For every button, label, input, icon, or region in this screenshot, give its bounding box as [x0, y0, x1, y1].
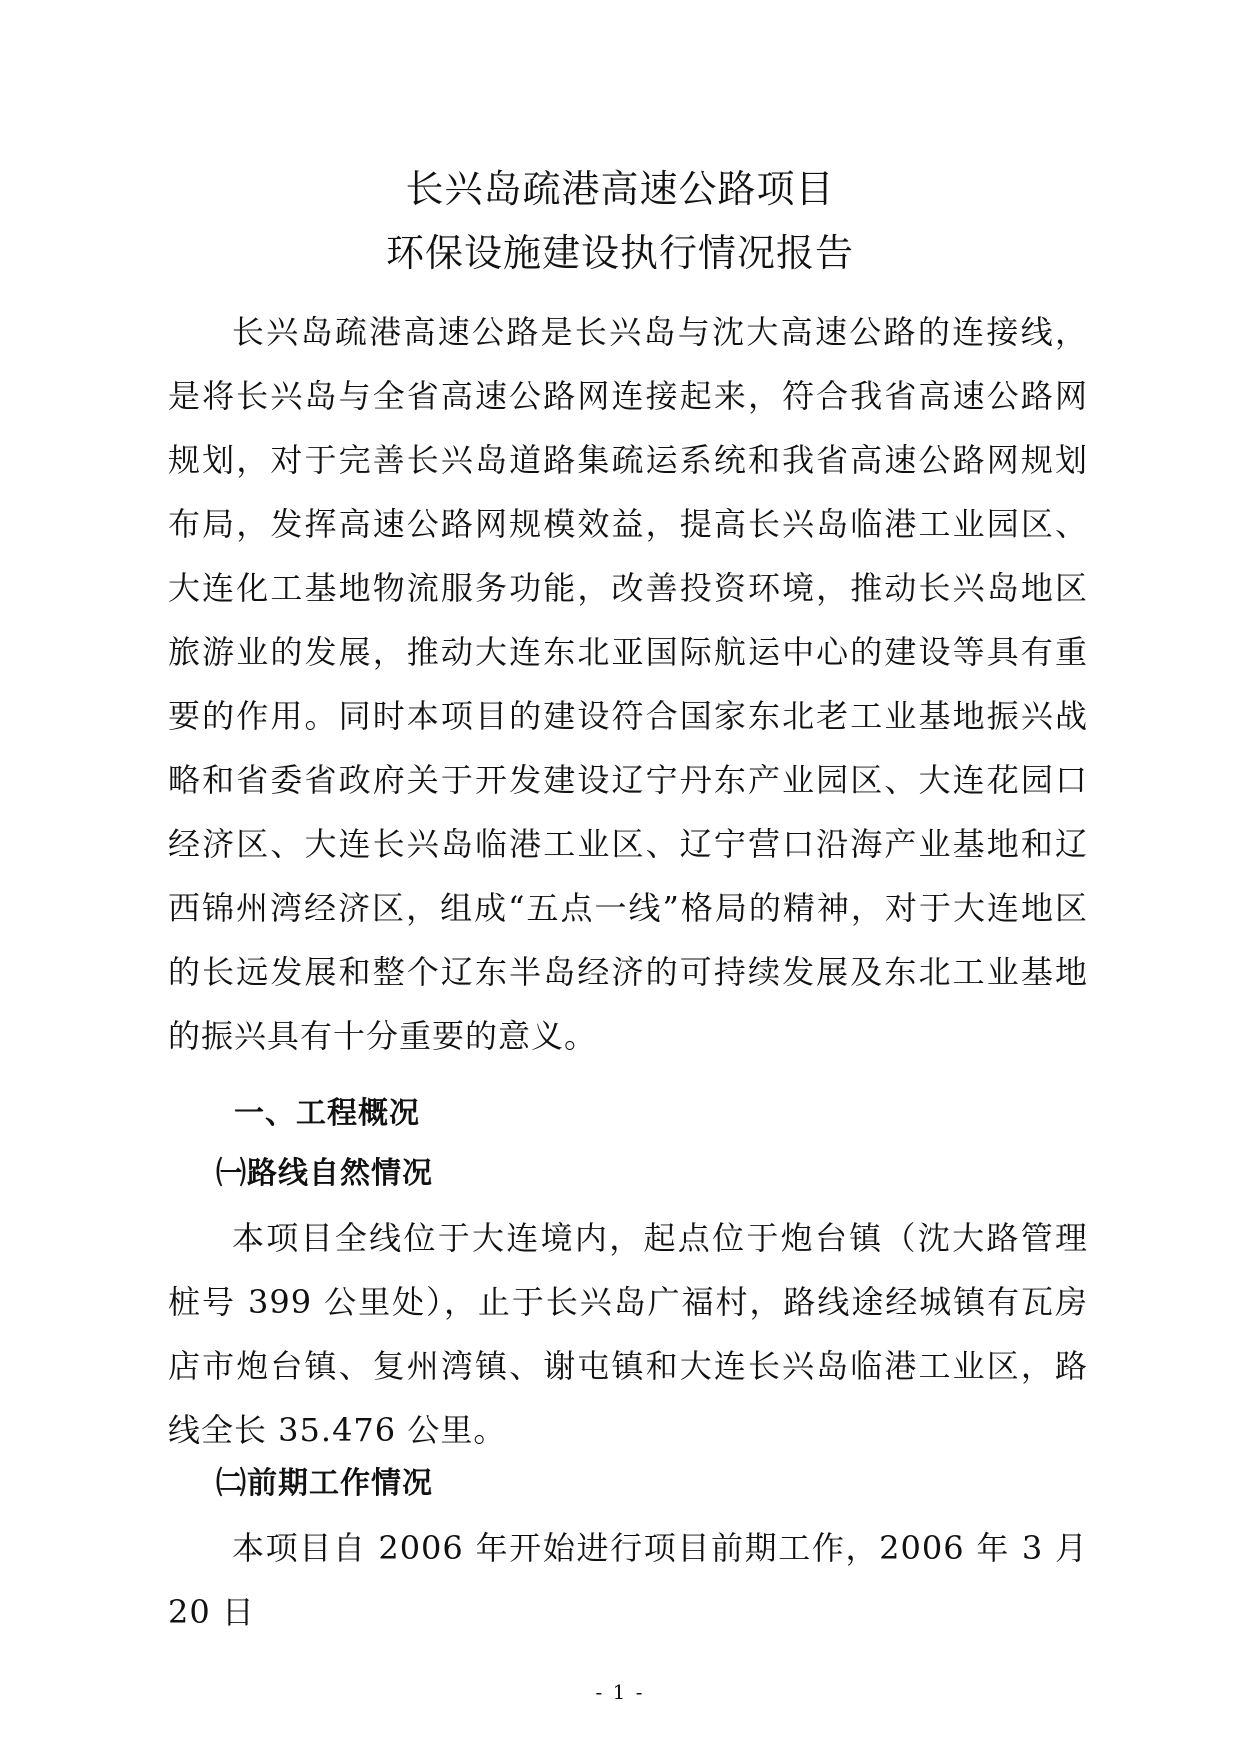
- route-conditions-paragraph: 本项目全线位于大连境内，起点位于炮台镇（沈大路管理桩号 399 公里处），止于长兴岛广福村，路线途经城镇有瓦房店市炮台镇、复州湾镇、谢屯镇和大连长兴岛临港工业区，路线全长 35.476 公里。: [168, 1219, 1088, 1449]
- page-number: - 1 -: [595, 1680, 645, 1704]
- preliminary-work-paragraph: 本项目自 2006 年开始进行项目前期工作，2006 年 3 月 20 日: [168, 1529, 1088, 1631]
- intro-paragraph: 长兴岛疏港高速公路是长兴岛与沈大高速公路的连接线，是将长兴岛与全省高速公路网连接起来，符合我省高速公路网规划，对于完善长兴岛道路集疏运系统和我省高速公路网规划布局，发挥高速公路网规模效益，提高长兴岛临港工业园区、大连化工基地物流服务功能，改善投资环境，推动长兴岛地区旅游业的发展，推动大连东北亚国际航运中心的建设等具有重要的作用。同时本项目的建设符合国家东北老工业基地振兴战略和省委省政府关于开发建设辽宁丹东产业园区、大连花园口经济区、大连长兴岛临港工业区、辽宁营口沿海产业基地和辽西锦州湾经济区，组成“五点一线”格局的精神，对于大连地区的长远发展和整个辽东半岛经济的可持续发展及东北工业基地的振兴具有十分重要的意义。: [168, 313, 1088, 1055]
- document-title-line-2: 环保设施建设执行情况报告: [385, 231, 854, 275]
- subsection-heading-preliminary-work: ㈡前期工作情况: [216, 1466, 433, 1501]
- document-title-line-1: 长兴岛疏港高速公路项目: [405, 167, 835, 211]
- subsection-heading-route-natural-conditions: ㈠路线自然情况: [216, 1156, 433, 1191]
- section-heading-project-overview: 一、工程概况: [234, 1096, 420, 1131]
